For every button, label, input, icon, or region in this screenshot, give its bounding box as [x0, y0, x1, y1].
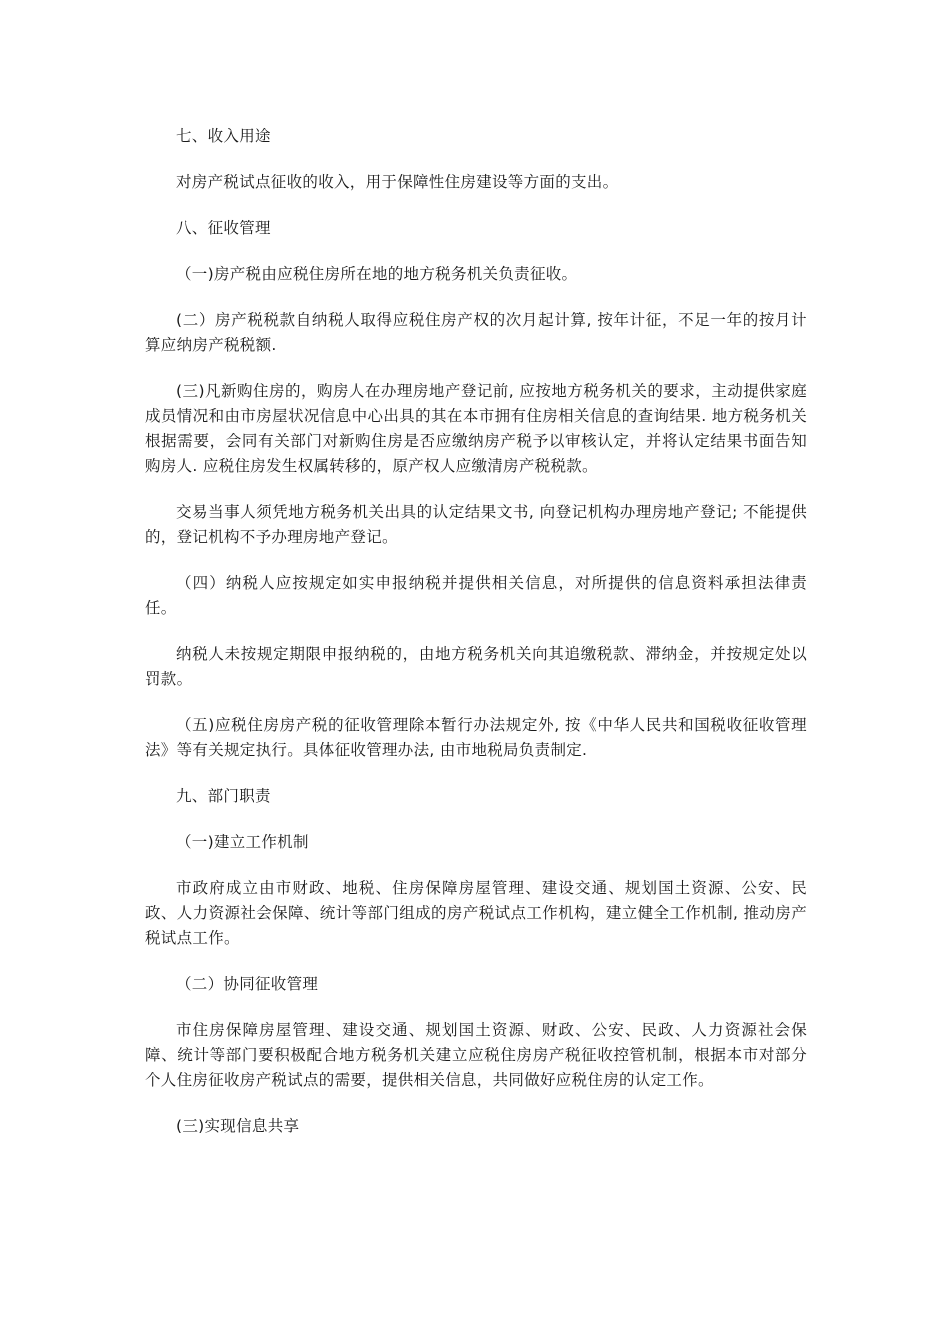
- section-heading-department-duties: 九、部门职责: [176, 787, 271, 805]
- subheading-work-mechanism: （一)建立工作机制: [176, 833, 309, 851]
- paragraph-collection-5: （五)应税住房房产税的征收管理除本暂行办法规定外, 按《中华人民共和国税收征收管理法》等有关规定执行。具体征收管理办法, 由市地税局负责制定.: [145, 716, 807, 759]
- paragraph-collection-1: （一)房产税由应税住房所在地的地方税务机关负责征收。: [176, 265, 578, 283]
- paragraph-work-mechanism: 市政府成立由市财政、地税、住房保障房屋管理、建设交通、规划国土资源、公安、民政、人力资源社会保障、统计等部门组成的房产税试点工作机构，建立健全工作机制, 推动房产税试点工作。: [145, 879, 807, 947]
- section-heading-income-use: 七、收入用途: [176, 127, 271, 145]
- paragraph-collection-4-note: 纳税人未按规定期限申报纳税的，由地方税务机关向其追缴税款、滞纳金，并按规定处以罚款。: [145, 645, 807, 688]
- paragraph-collection-2: (二）房产税税款自纳税人取得应税住房产权的次月起计算, 按年计征，不足一年的按月计算应纳房产税税额.: [145, 311, 807, 354]
- paragraph-collection-3-note: 交易当事人须凭地方税务机关出具的认定结果文书, 向登记机构办理房地产登记; 不能提供的，登记机构不予办理房地产登记。: [145, 503, 807, 546]
- subheading-coordinated-collection: （二）协同征收管理: [176, 975, 319, 993]
- paragraph-collection-3: (三)凡新购住房的，购房人在办理房地产登记前, 应按地方税务机关的要求，主动提供家庭成员情况和由市房屋状况信息中心出具的其在本市拥有住房相关信息的查询结果. 地方税务机关根据需要，会同有关部门对新购住房是否应缴纳房产税予以审核认定，并将认定结果书面告知购房人. 应税住房发生权属转移的，原产权人应缴清房产税税款。: [145, 382, 807, 475]
- paragraph-coordinated-collection: 市住房保障房屋管理、建设交通、规划国土资源、财政、公安、民政、人力资源社会保障、统计等部门要积极配合地方税务机关建立应税住房房产税征收控管机制，根据本市对部分个人住房征收房产税试点的需要，提供相关信息，共同做好应税住房的认定工作。: [145, 1021, 807, 1089]
- section-heading-collection-management: 八、征收管理: [176, 219, 271, 237]
- paragraph-collection-4: （四）纳税人应按规定如实申报纳税并提供相关信息，对所提供的信息资料承担法律责任。: [145, 574, 807, 617]
- subheading-information-sharing: (三)实现信息共享: [176, 1117, 300, 1135]
- document-body: [145, 124, 807, 1160]
- paragraph-income-use: 对房产税试点征收的收入，用于保障性住房建设等方面的支出。: [176, 173, 619, 191]
